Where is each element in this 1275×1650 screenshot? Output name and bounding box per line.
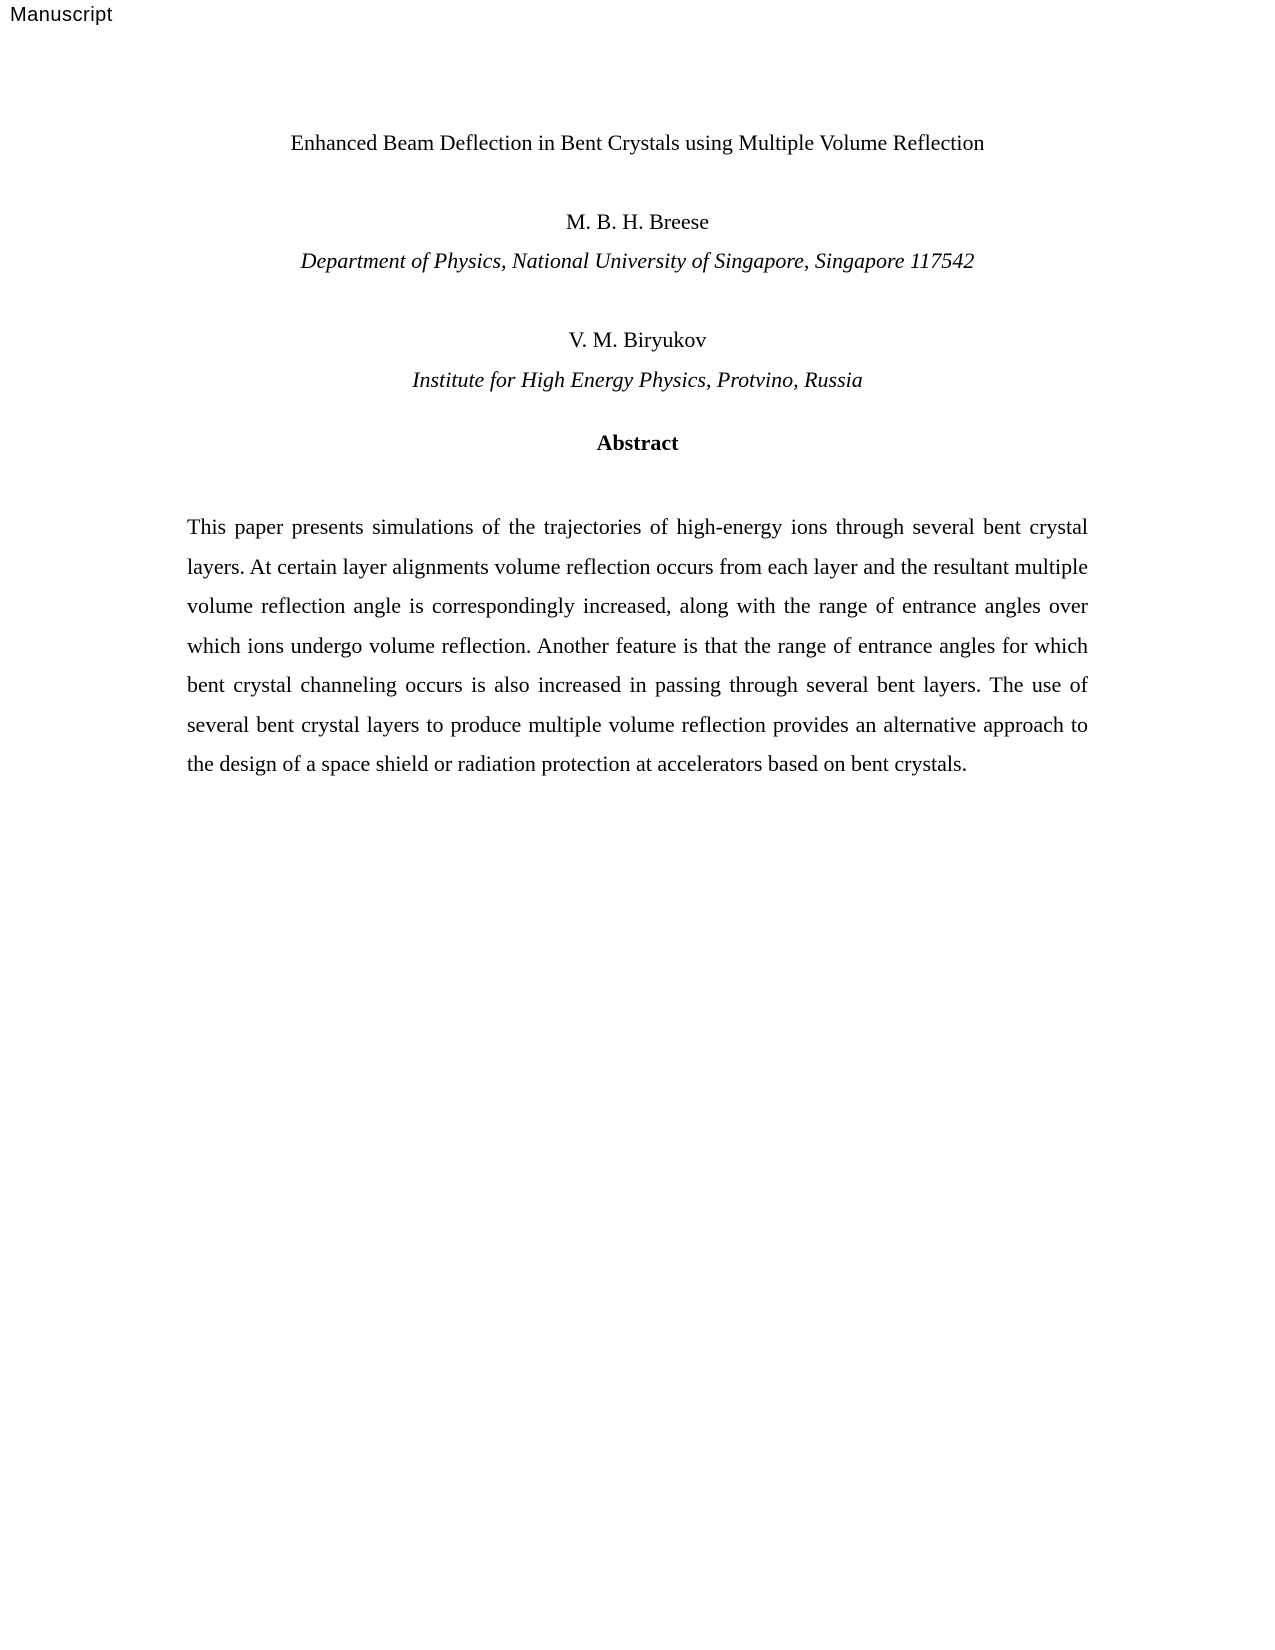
author-name: M. B. H. Breese xyxy=(566,209,709,234)
abstract-body: This paper presents simulations of the trajectories of high-energy ions through several bent crystal layers. At certain layer alignments volume reflection occurs from each layer and the resultant multiple volume reflection angle is correspondingly increased, along with the range of entrance angles over which ions undergo volume reflection. Another feature is that the range of entrance angles for which bent crystal channeling occurs is also increased in passing through several bent layers. The use of several bent crystal layers to produce multiple volume reflection provides an alternative approach to the design of a space shield or radiation protection at accelerators based on bent crystals. xyxy=(187,514,1088,776)
author-affiliation: Department of Physics, National University of Singapore, Singapore 117542 xyxy=(300,248,975,273)
author-affiliation: Institute for High Energy Physics, Protvino, Russia xyxy=(412,367,863,392)
author-name: V. M. Biryukov xyxy=(568,327,707,352)
abstract-heading: Abstract xyxy=(596,430,679,455)
paper-title: Enhanced Beam Deflection in Bent Crystals using Multiple Volume Reflection xyxy=(290,130,985,155)
manuscript-label: Manuscript xyxy=(10,4,113,26)
